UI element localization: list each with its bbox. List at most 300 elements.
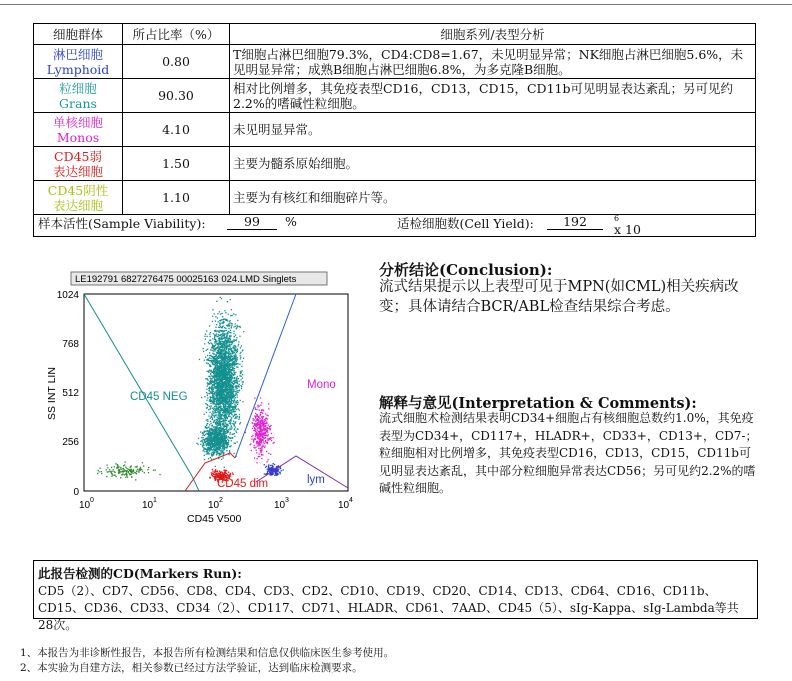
scatter-point [238,345,239,346]
scatter-point [255,439,256,440]
scatter-point [256,409,257,410]
scatter-point [237,386,238,387]
scatter-point [233,357,234,358]
scatter-point [219,352,220,353]
scatter-point [215,412,216,413]
scatter-point [208,371,209,372]
scatter-point [266,451,267,452]
scatter-point [225,340,226,341]
scatter-point [222,335,223,336]
scatter-point [220,313,221,314]
scatter-point [204,441,205,442]
scatter-point [214,343,215,344]
scatter-point [259,418,260,419]
scatter-point [215,446,216,447]
scatter-point [222,436,223,437]
scatter-point [213,402,214,403]
scatter-point [268,453,269,454]
scatter-point [211,447,212,448]
scatter-point [204,459,205,460]
scatter-point [271,467,272,468]
scatter-point [239,410,240,411]
scatter-point [233,326,234,327]
scatter-point [256,452,257,453]
scatter-point [234,404,235,405]
scatter-point [218,435,219,436]
scatter-point [204,455,205,456]
scatter-point [231,351,232,352]
scatter-point [238,419,239,420]
scatter-point [230,401,231,402]
scatter-point [224,319,225,320]
scatter-point [273,473,274,474]
scatter-point [212,408,213,409]
scatter-point [237,320,238,321]
table-header-row [34,24,756,45]
scatter-point [226,343,227,344]
scatter-point [230,357,231,358]
scatter-point [267,459,268,460]
scatter-point [219,337,220,338]
scatter-point [215,372,216,373]
scatter-point [148,472,149,473]
scatter-point [207,382,208,383]
svg-text:1: 1 [153,497,157,504]
scatter-point [219,409,220,410]
scatter-point [111,471,112,472]
scatter-point [210,457,211,458]
scatter-point [211,437,212,438]
scatter-point [232,434,233,435]
x-tick-label [79,497,94,511]
scatter-point [208,444,209,445]
scatter-point [240,352,241,353]
scatter-point [270,425,271,426]
scatter-point [257,441,258,442]
scatter-point [207,419,208,420]
scatter-point [236,432,237,433]
scatter-point [260,414,261,415]
scatter-point [203,445,204,446]
population-analysis: 相对比例增多，其免疫表型CD16，CD13，CD15，CD11b可见明显表达紊乱；另可见约2.2%的嗜碱性粒细胞。 [230,79,756,113]
scatter-point [121,469,122,470]
scatter-point [231,427,232,428]
scatter-point [256,442,257,443]
scatter-point [213,348,214,349]
scatter-point [225,328,226,329]
scatter-point [232,423,233,424]
scatter-point [224,445,225,446]
scatter-point [215,450,216,451]
scatter-point [238,341,239,342]
scatter-point [279,472,280,473]
scatter-point [211,472,212,473]
scatter-point [198,444,199,445]
scatter-point [231,397,232,398]
scatter-point [261,450,262,451]
scatter-point [119,470,120,471]
scatter-point [225,398,226,399]
scatter-point [209,428,210,429]
scatter-point [229,428,230,429]
scatter-point [210,421,211,422]
scatter-point [213,393,214,394]
scatter-point [271,465,272,466]
scatter-point [254,419,255,420]
scatter-point [255,407,256,408]
scatter-point [231,309,232,310]
scatter-point [234,398,235,399]
scatter-point [206,412,207,413]
scatter-point [255,433,256,434]
scatter-point [214,453,215,454]
scatter-point [206,330,207,331]
scatter-point [217,386,218,387]
scatter-point [211,400,212,401]
scatter-point [237,382,238,383]
scatter-point [213,422,214,423]
scatter-point [216,435,217,436]
scatter-point [263,442,264,443]
scatter-point [201,437,202,438]
scatter-point [215,409,216,410]
scatter-point [226,408,227,409]
scatter-point [241,345,242,346]
scatter-point [214,472,215,473]
scatter-point [212,390,213,391]
top-rule [0,4,792,5]
scatter-point [233,333,234,334]
scatter-point [203,437,204,438]
scatter-point [210,349,211,350]
scatter-point [232,386,233,387]
scatter-point [220,344,221,345]
scatter-point [202,441,203,442]
scatter-point [229,361,230,362]
scatter-point [268,424,269,425]
scatter-point [224,418,225,419]
scatter-point [226,368,227,369]
scatter-point [238,402,239,403]
scatter-point [200,444,201,445]
scatter-point [222,408,223,409]
scatter-point [234,436,235,437]
scatter-point [131,470,132,471]
x-axis [79,497,353,525]
scatter-point [231,390,232,391]
scatter-point [215,340,216,341]
scatter-point [217,363,218,364]
scatter-point [256,414,257,415]
scatter-point [230,446,231,447]
scatter-point [251,450,252,451]
scatter-point [98,470,99,471]
scatter-point [228,411,229,412]
scatter-point [269,469,270,470]
scatter-point [227,397,228,398]
scatter-point [230,432,231,433]
scatter-point [255,413,256,414]
scatter-point [234,370,235,371]
scatter-point [231,323,232,324]
scatter-point [259,427,260,428]
scatter-point [219,420,220,421]
scatter-point [140,468,141,469]
scatter-point [140,467,141,468]
scatter-point [218,447,219,448]
scatter-point [222,346,223,347]
scatter-point [233,313,234,314]
scatter-point [206,444,207,445]
scatter-point [215,435,216,436]
scatter-point [254,428,255,429]
scatter-point [233,339,234,340]
scatter-point [233,453,234,454]
scatter-point [263,437,264,438]
scatter-point [227,401,228,402]
interpretation-body: 流式细胞术检测结果表明CD34+细胞占有核细胞总数约1.0%，其免疫表型为CD34+，CD117+，HLADR+，CD33+，CD13+，CD7-；粒细胞相对比例增多，其免疫表型CD16，CD13，CD15，CD11b可见明显表达紊乱，其中部分粒细胞异常表达CD56；另可见约2.2%的嗜碱性粒细胞。 [379,411,758,495]
cell-yield-unit-exponent: 6 [614,214,620,223]
scatter-point [211,378,212,379]
scatter-point [219,325,220,326]
scatter-point [211,375,212,376]
scatter-point [222,423,223,424]
scatter-point [206,453,207,454]
scatter-point [207,407,208,408]
scatter-point [122,471,123,472]
header-percentage: 所占比率（%） [123,24,230,45]
scatter-point [257,423,258,424]
scatter-point [202,432,203,433]
scatter-point [231,429,232,430]
table-row [34,147,756,181]
scatter-point [203,351,204,352]
scatter-point [216,301,217,302]
scatter-point [242,384,243,385]
scatter-point [213,333,214,334]
scatter-point [238,344,239,345]
scatter-point [220,425,221,426]
population-name-cn: CD45弱 [54,148,102,164]
scatter-point [215,429,216,430]
markers-title: 此报告检测的CD(Markers Run): [38,566,242,581]
scatter-point [131,477,132,478]
scatter-point [206,363,207,364]
scatter-point [226,319,227,320]
cell-yield-unit-base: x 10 [614,222,641,237]
population-name-cn: CD45阴性 [47,182,109,198]
scatter-point [212,360,213,361]
scatter-point [268,434,269,435]
scatter-point [223,412,224,413]
scatter-point [212,316,213,317]
scatter-point [228,366,229,367]
scatter-point [212,395,213,396]
scatter-point [224,433,225,434]
scatter-point [226,382,227,383]
scatter-point [111,472,112,473]
scatter-point [227,411,228,412]
scatter-point [214,393,215,394]
scatter-point [221,418,222,419]
scatter-point [220,383,221,384]
scatter-point [100,468,101,469]
scatter-point [254,445,255,446]
scatter-point [243,358,244,359]
scatter-point [210,440,211,441]
scatter-point [227,390,228,391]
scatter-point [216,473,217,474]
scatter-point [218,429,219,430]
scatter-point [259,410,260,411]
scatter-point [240,353,241,354]
scatter-point [153,470,154,471]
scatter-point [252,423,253,424]
scatter-point [264,464,265,465]
scatter-point [228,314,229,315]
scatter-point [266,418,267,419]
scatter-point [268,403,269,404]
scatter-point [209,384,210,385]
scatter-point [254,438,255,439]
scatter-point [229,437,230,438]
scatter-point [225,337,226,338]
scatter-point [264,435,265,436]
scatter-point [260,450,261,451]
scatter-point [224,347,225,348]
scatter-point [217,448,218,449]
scatter-point [220,319,221,320]
scatter-point [214,361,215,362]
scatter-point [234,428,235,429]
scatter-point [119,472,120,473]
scatter-point [235,395,236,396]
scatter-point [240,358,241,359]
population-name-cn: 粒细胞 [59,80,97,96]
scatter-point [223,430,224,431]
population-percentage: 0.80 [123,45,230,79]
scatter-point [236,417,237,418]
scatter-point [221,341,222,342]
scatter-point [268,470,269,471]
scatter-point [215,331,216,332]
scatter-point [219,323,220,324]
scatter-point [237,394,238,395]
scatter-point [227,376,228,377]
scatter-point [225,333,226,334]
scatter-point [232,383,233,384]
scatter-point [216,445,217,446]
scatter-point [232,365,233,366]
scatter-point [260,397,261,398]
scatter-point [234,355,235,356]
scatter-point [226,361,227,362]
scatter-point [204,451,205,452]
scatter-point [262,454,263,455]
scatter-point [135,466,136,467]
scatter-point [230,344,231,345]
scatter-point [228,404,229,405]
scatter-point [143,465,144,466]
scatter-point [219,433,220,434]
population-name-en: Monos [56,129,100,145]
scatter-point [205,403,206,404]
scatter-point [221,331,222,332]
table-row [34,113,756,147]
scatter-point [210,403,211,404]
population-analysis: 未见明显异常。 [230,113,756,147]
scatter-point [265,437,266,438]
scatter-point [222,316,223,317]
scatter-point [259,438,260,439]
scatter-point [220,422,221,423]
scatter-point [222,376,223,377]
scatter-point [207,349,208,350]
scatter-point [225,431,226,432]
scatter-point [198,438,199,439]
scatter-point [215,345,216,346]
scatter-point [237,416,238,417]
scatter-point [213,431,214,432]
scatter-point [206,433,207,434]
scatter-point [225,413,226,414]
scatter-point [235,335,236,336]
scatter-point [225,406,226,407]
scatter-point [147,469,148,470]
scatter-point [258,448,259,449]
scatter-point [231,379,232,380]
scatter-point [226,424,227,425]
scatter-point [217,400,218,401]
scatter-point [235,353,236,354]
scatter-point [239,326,240,327]
scatter-point [231,406,232,407]
scatter-point [218,415,219,416]
scatter-point [228,350,229,351]
scatter-point [203,433,204,434]
scatter-point [227,363,228,364]
scatter-point [212,443,213,444]
population-percentage: 1.50 [123,147,230,181]
scatter-point [222,412,223,413]
scatter-point [210,396,211,397]
scatter-point [233,361,234,362]
scatter-point [209,336,210,337]
scatter-point [235,364,236,365]
scatter-point [234,442,235,443]
scatter-point [243,381,244,382]
scatter-point [262,439,263,440]
scatter-point [217,449,218,450]
scatter-point [223,394,224,395]
scatter-point [238,363,239,364]
scatter-point [239,375,240,376]
scatter-point [209,477,210,478]
scatter-point [226,333,227,334]
scatter-point [229,434,230,435]
scatter-point [202,435,203,436]
scatter-point [206,419,207,420]
scatter-point [207,397,208,398]
scatter-point [217,444,218,445]
scatter-point [221,428,222,429]
scatter-point [219,332,220,333]
scatter-point [112,474,113,475]
scatter-point [212,309,213,310]
scatter-point [205,431,206,432]
scatter-point [270,438,271,439]
scatter-point [221,421,222,422]
